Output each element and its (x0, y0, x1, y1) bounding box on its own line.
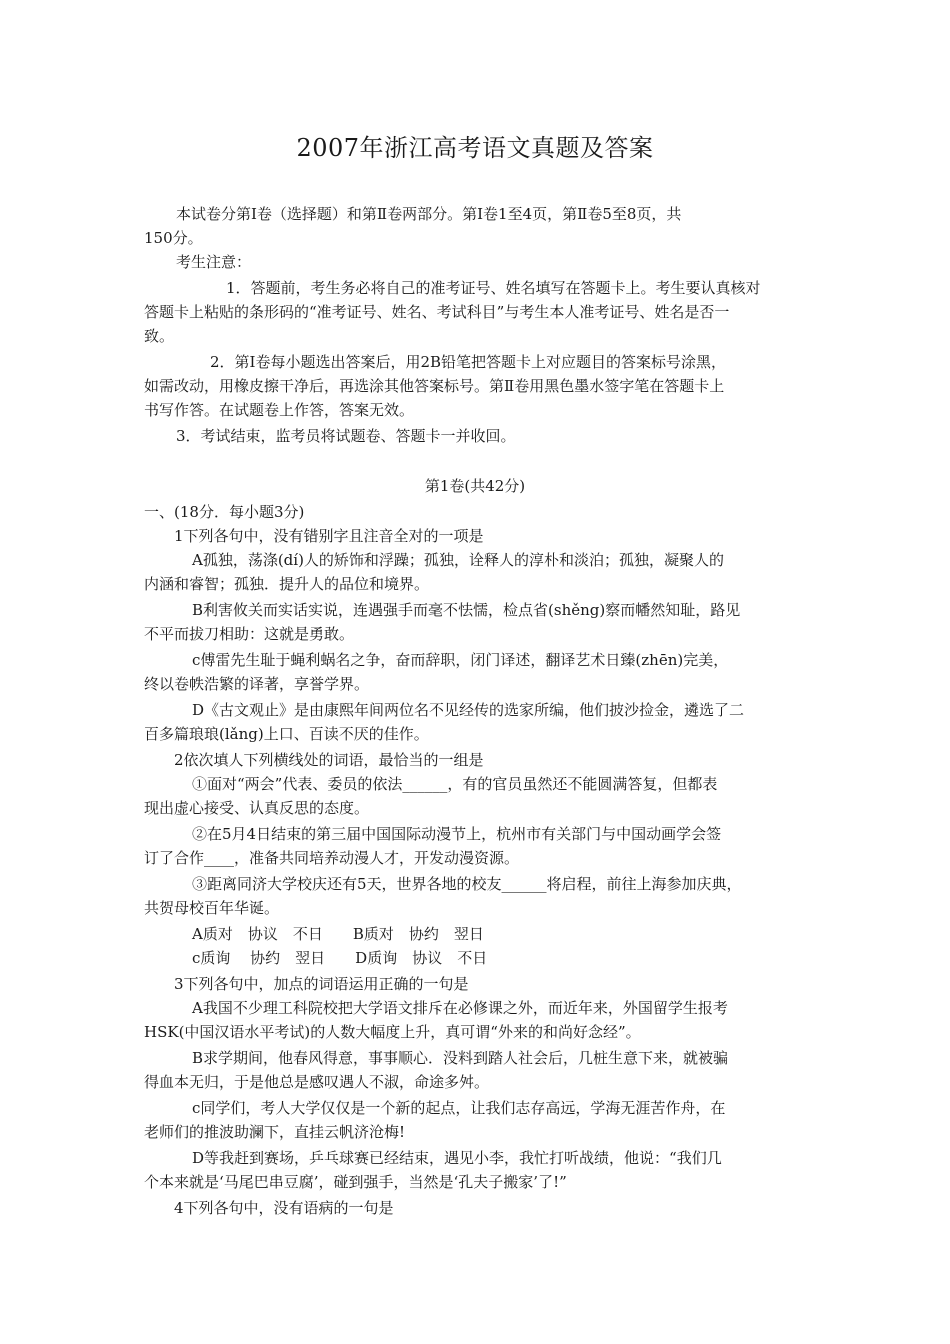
q1-option-c: c傅雷先生耻于蝇利蜗名之争，奋而辞职，闭门译述，翻译艺术日臻(zhēn)完美， (192, 651, 729, 669)
q2-options: c质询 协约 翌日 D质询 协议 不日 (192, 949, 488, 967)
question-4-stem: 4下列各句中，没有语病的一句是 (174, 1199, 394, 1217)
q1-option-a-cont: 内涵和睿智；孤独．提升人的品位和境界。 (144, 575, 430, 593)
notice-item-1-cont: 答题卡上粘贴的条形码的“准考证号、姓名、考试科目”与考生本人准考证号、姓名是否一 (144, 303, 730, 321)
q3-option-c-cont: 老师们的推波助澜下，直挂云帆济沧梅! (144, 1123, 406, 1141)
page-title: 2007年浙江高考语文真题及答案 (296, 134, 654, 162)
q3-option-b-cont: 得血本无归，于是他总是感叹遇人不淑，命途多舛。 (144, 1073, 490, 1091)
notice-item-2: 2．第Ⅰ卷每小题选出答案后，用2B铅笔把答题卡上对应题目的答案标号涂黑， (210, 353, 727, 371)
intro-line: 150分。 (144, 229, 203, 247)
q2-sentence-3: ③距离同济大学校庆还有5天，世界各地的校友______将启程，前往上海参加庆典， (192, 875, 742, 893)
q1-option-c-cont: 终以卷帙浩繁的译著，享誉学界。 (144, 675, 370, 693)
q2-sentence-3-cont: 共贺母校百年华诞。 (144, 899, 280, 917)
section-heading: 第1卷(共42分) (424, 477, 526, 495)
notice-item-1-cont: 致。 (144, 327, 175, 345)
notice-item-2-cont: 如需改动，用橡皮擦干净后，再选涂其他答案标号。第Ⅱ卷用黑色墨水签字笔在答题卡上 (144, 377, 725, 395)
q1-option-b-cont: 不平而拔刀相助：这就是勇敢。 (144, 625, 355, 643)
q2-options: A质对 协议 不日 B质对 协约 翌日 (192, 925, 484, 943)
notice-label: 考生注意： (176, 253, 252, 271)
question-2-stem: 2依次填人下列横线处的词语，最恰当的一组是 (174, 751, 484, 769)
question-3-stem: 3下列各句中，加点的词语运用正确的一句是 (174, 975, 469, 993)
notice-item-2-cont: 书写作答。在试题卷上作答，答案无效。 (144, 401, 415, 419)
q1-option-d: D《古文观止》是由康熙年间两位名不见经传的选家所编，他们披沙捡金，遴选了二 (192, 701, 745, 719)
q2-sentence-2: ②在5月4日结束的第三届中国国际动漫节上，杭州市有关部门与中国动画学会签 (192, 825, 722, 843)
q2-sentence-1-cont: 现出虚心接受、认真反思的态度。 (144, 799, 370, 817)
q1-option-d-cont: 百多篇琅琅(lǎng)上口、百读不厌的佳作。 (144, 725, 429, 743)
q3-option-c: c同学们，考人大学仅仅是一个新的起点，让我们志存高远，学海无涯苦作舟，在 (192, 1099, 726, 1117)
intro-line: 本试卷分第Ⅰ卷（选择题）和第Ⅱ卷两部分。第Ⅰ卷1至4页，第Ⅱ卷5至8页，共 (176, 205, 682, 223)
q3-option-d: D等我赶到赛场，乒乓球赛已经结束，遇见小李，我忙打听战绩，他说：“我们几 (192, 1149, 722, 1167)
q3-option-a: A我国不少理工科院校把大学语文排斥在必修课之外，而近年来，外国留学生报考 (192, 999, 728, 1017)
q1-option-b: B利害攸关而实话实说，连遇强手而毫不怯懦，检点省(shěng)察而幡然知耻，路见 (192, 601, 741, 619)
part-heading: 一、(18分．每小题3分) (144, 503, 305, 521)
notice-item-1: 1．答题前，考生务必将自己的准考证号、姓名填写在答题卡上。考生要认真核对 (226, 279, 761, 297)
q3-option-b: B求学期间，他春风得意，事事顺心．没料到踏人社会后，几桩生意下来，就被骗 (192, 1049, 729, 1067)
q3-option-a-cont: HSK(中国汉语水平考试)的人数大幅度上升，真可谓“外来的和尚好念经”。 (144, 1023, 641, 1041)
q2-sentence-1: ①面对“两会”代表、委员的依法______，有的官员虽然还不能圆满答复，但都表 (192, 775, 718, 793)
q2-sentence-2-cont: 订了合作____，准备共同培养动漫人才，开发动漫资源。 (144, 849, 520, 867)
q1-option-a: A孤独，荡涤(dí)人的矫饰和浮躁；孤独，诠释人的淳朴和淡泊；孤独，凝聚人的 (192, 551, 724, 569)
q3-option-d-cont: 个本来就是‘马尾巴串豆腐’，碰到强手，当然是‘孔夫子搬家’了!” (144, 1173, 567, 1191)
question-1-stem: 1下列各句中，没有错别字且注音全对的一项是 (174, 527, 484, 545)
notice-item-3: 3．考试结束，监考员将试题卷、答题卡一并收回。 (176, 427, 516, 445)
